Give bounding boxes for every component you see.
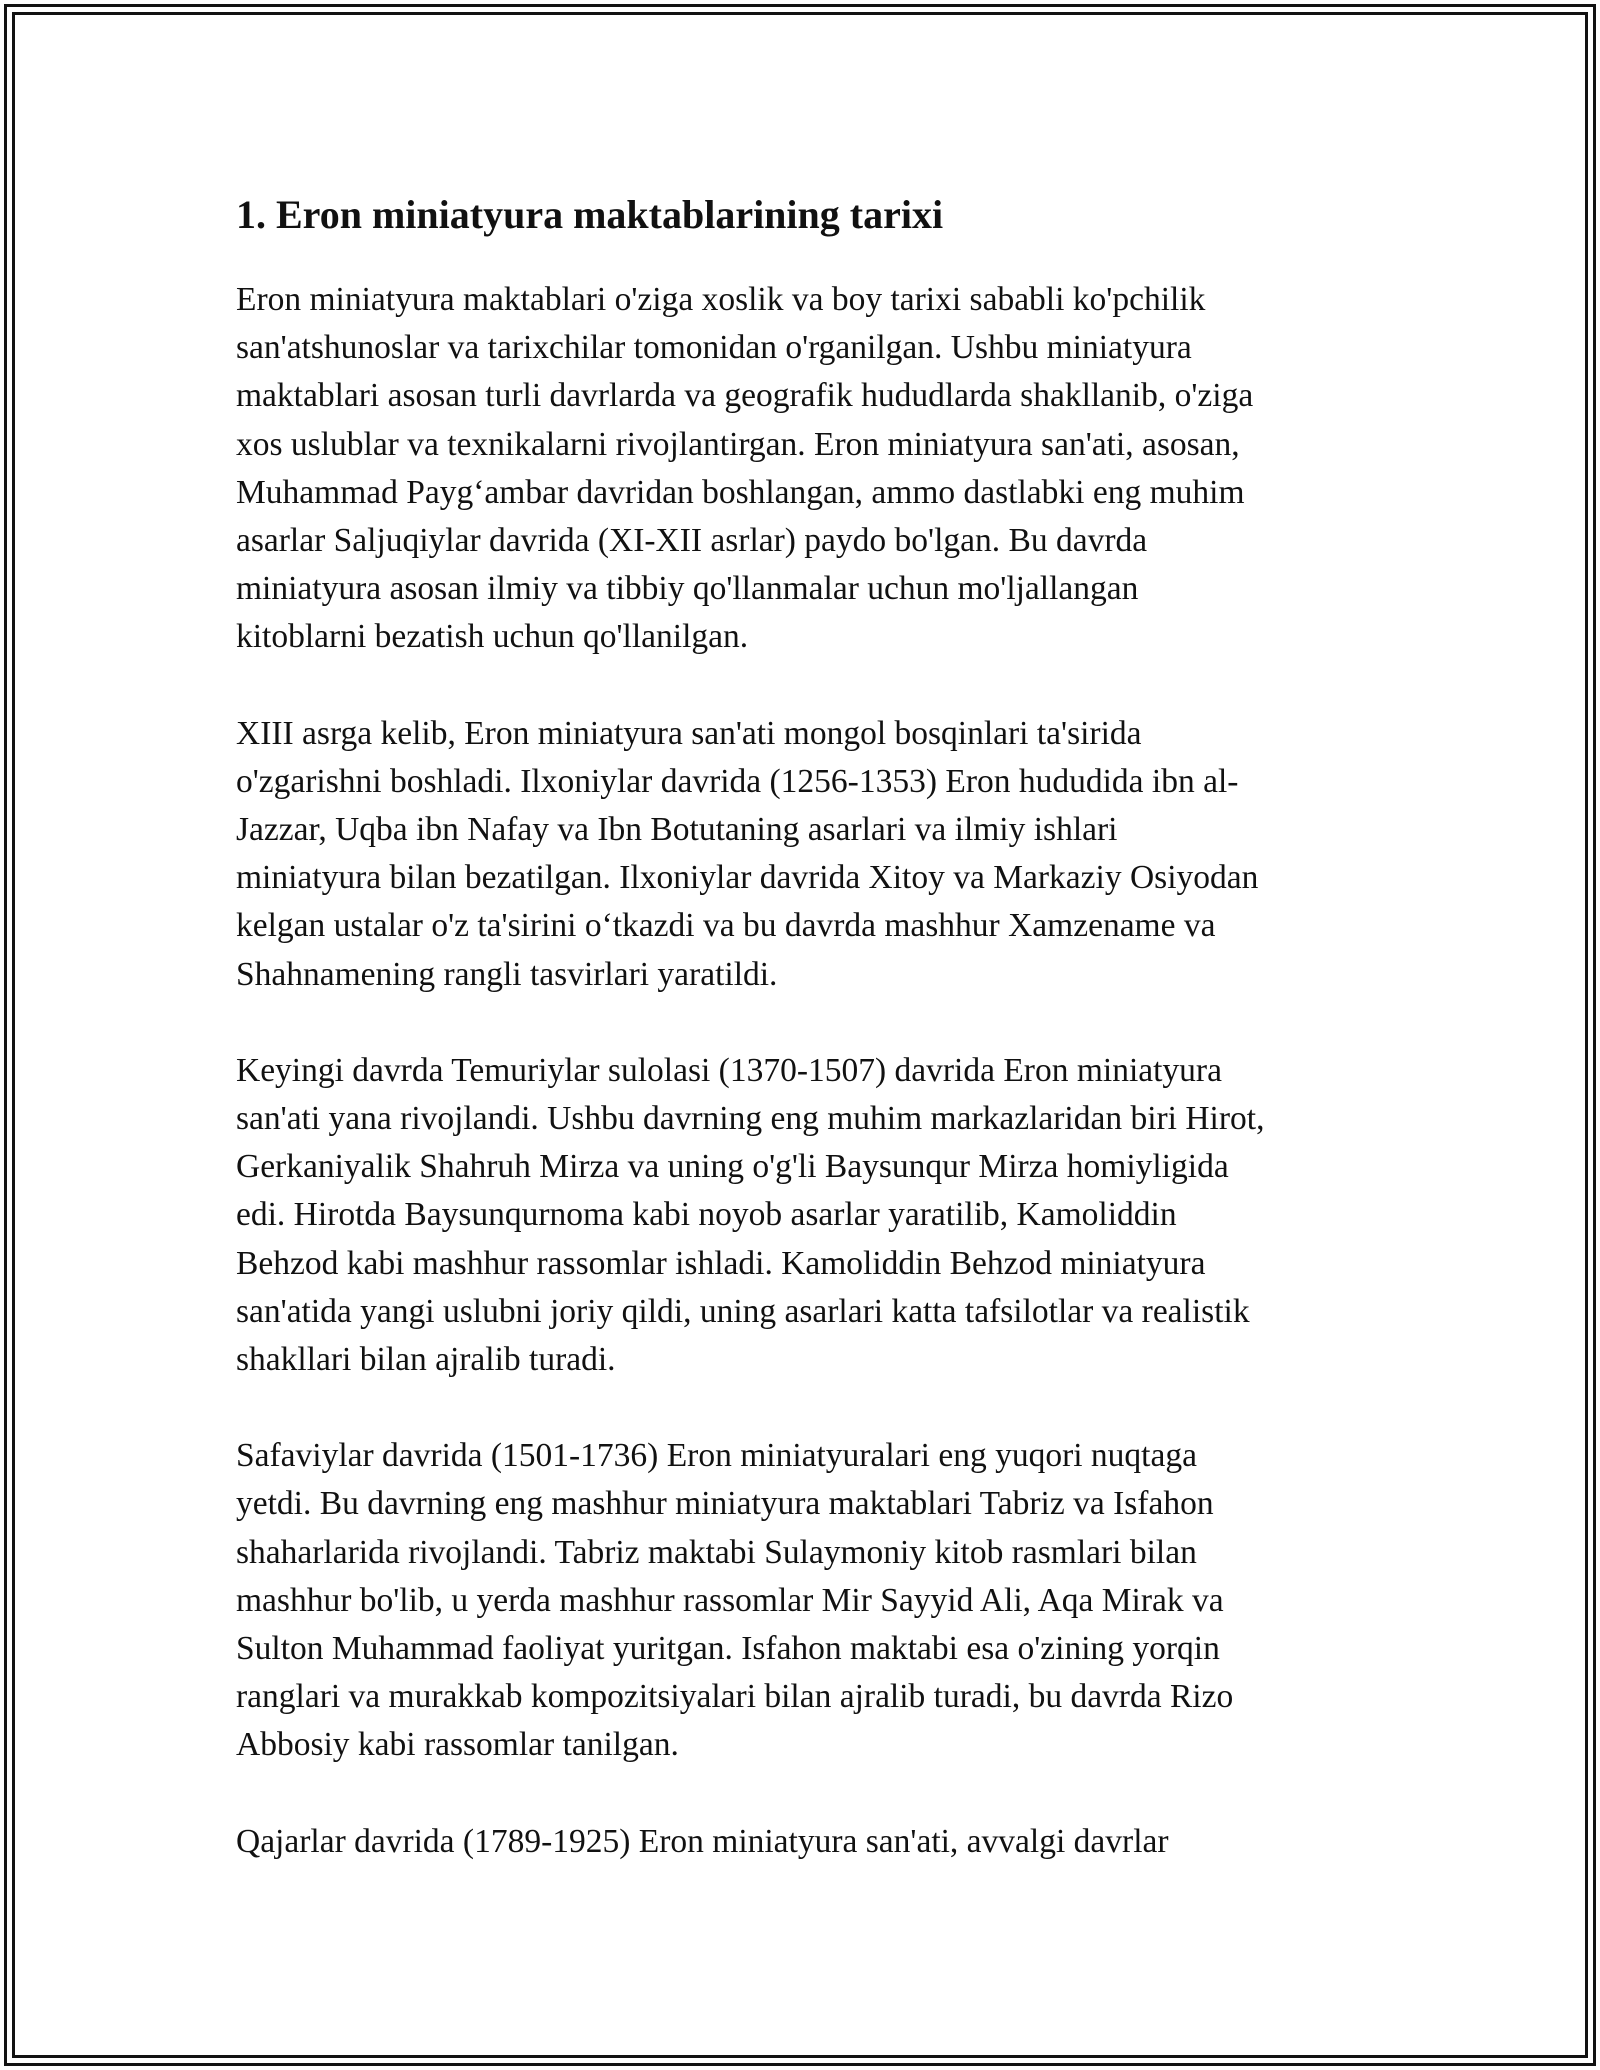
text-line: miniatyura bilan bezatilgan. Ilxoniylar davrida Xitoy va Markaziy Osiyodan [236, 859, 1259, 897]
text-line: Jazzar, Uqba ibn Nafay va Ibn Botutaning asarlari va ilmiy ishlari [236, 811, 1118, 849]
text-line: shaharlarida rivojlandi. Tabriz maktabi Sulaymoniy kitob rasmlari bilan [236, 1533, 1197, 1571]
text-line: kitoblarni bezatish uchun qo'llanilgan. [236, 618, 749, 656]
text-line: ranglari va murakkab kompozitsiyalari bilan ajralib turadi, bu davrda Rizo [236, 1678, 1234, 1716]
text-line: Behzod kabi mashhur rassomlar ishladi. Kamoliddin Behzod miniatyura [236, 1244, 1206, 1282]
text-line: asarlar Saljuqiylar davrida (XI-XII asrlar) paydo bo'lgan. Bu davrda [236, 522, 1148, 560]
text-line: xos uslublar va texnikalarni rivojlantirgan. Eron miniatyura san'ati, asosan, [236, 425, 1240, 463]
text-line: mashhur bo'lib, u yerda mashhur rassomlar Mir Sayyid Ali, Aqa Mirak va [236, 1581, 1224, 1619]
text-line: XIII asrga kelib, Eron miniatyura san'ati mongol bosqinlari ta'sirida [236, 714, 1142, 752]
paragraph [236, 710, 1366, 999]
text-line: Sulton Muhammad faoliyat yuritgan. Isfahon maktabi esa o'zining yorqin [236, 1630, 1220, 1668]
section-heading: 1. Eron miniatyura maktablarining tarixi [236, 192, 944, 237]
text-line: Safaviylar davrida (1501-1736) Eron miniatyuralari eng yuqori nuqtaga [236, 1437, 1197, 1475]
text-line: san'atshunoslar va tarixchilar tomonidan o'rganilgan. Ushbu miniatyura [236, 329, 1192, 367]
paragraph [236, 1047, 1366, 1384]
text-line: yetdi. Bu davrning eng mashhur miniatyura maktablari Tabriz va Isfahon [236, 1485, 1214, 1523]
text-line: Shahnamening rangli tasvirlari yaratildi. [236, 955, 778, 993]
text-line: miniatyura asosan ilmiy va tibbiy qo'llanmalar uchun mo'ljallangan [236, 570, 1139, 608]
text-line: Eron miniatyura maktablari o'ziga xoslik va boy tarixi sababli ko'pchilik [236, 281, 1206, 318]
text-line: maktablari asosan turli davrlarda va geografik hududlarda shakllanib, o'ziga [236, 377, 1254, 415]
text-line: Muhammad Payg‘ambar davridan boshlangan, ammo dastlabki eng muhim [236, 473, 1245, 511]
text-line: san'atida yangi uslubni joriy qildi, uning asarlari katta tafsilotlar va realistik [236, 1292, 1250, 1330]
text-line: o'zgarishni boshladi. Ilxoniylar davrida (1256-1353) Eron hududida ibn al- [236, 762, 1239, 800]
text-line: edi. Hirotda Baysunqurnoma kabi noyob asarlar yaratilib, Kamoliddin [236, 1196, 1177, 1234]
paragraph [236, 1432, 1366, 1769]
text-line: Abbosiy kabi rassomlar tanilgan. [236, 1726, 679, 1764]
text-line: kelgan ustalar o'z ta'sirini o‘tkazdi va bu davrda mashhur Xamzename va [236, 907, 1216, 945]
text-line: Qajarlar davrida (1789-1925) Eron miniatyura san'ati, avvalgi davrlar [236, 1822, 1169, 1860]
text-line: shakllari bilan ajralib turadi. [236, 1341, 616, 1379]
text-line: Gerkaniyalik Shahruh Mirza va uning o'g'li Baysunqur Mirza homiyligida [236, 1148, 1229, 1186]
document-body [236, 186, 1366, 1914]
text-line: san'ati yana rivojlandi. Ushbu davrning eng muhim markazlaridan biri Hirot, [236, 1100, 1265, 1138]
paragraph [236, 276, 1366, 662]
text-line: Keyingi davrda Temuriylar sulolasi (1370-1507) davrida Eron miniatyura [236, 1051, 1222, 1089]
paragraph [236, 1818, 1366, 1866]
